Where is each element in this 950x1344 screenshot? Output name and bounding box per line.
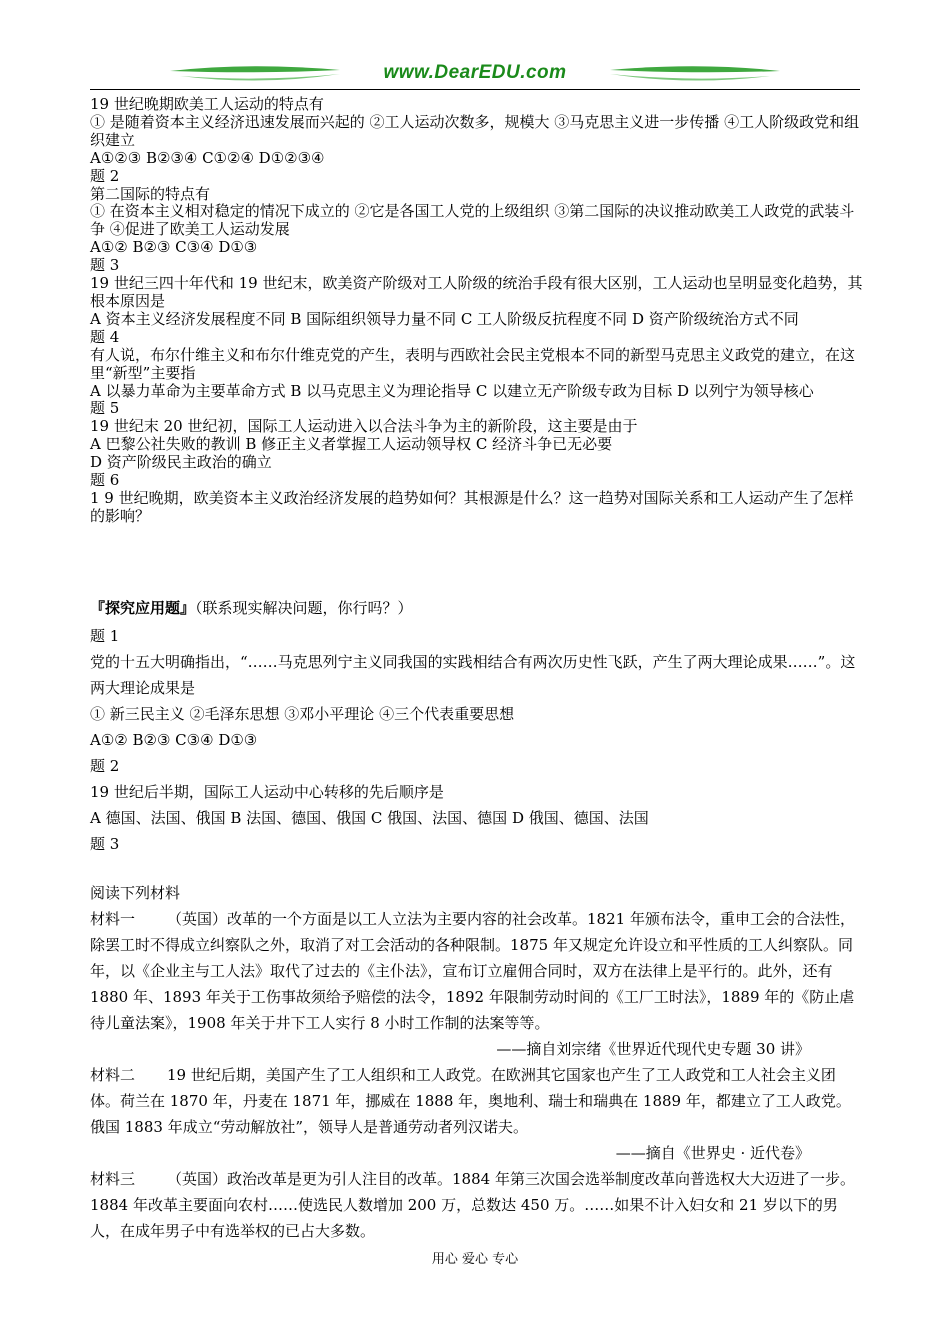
text-line: 19 世纪末 20 世纪初，国际工人运动进入以合法斗争为主的新阶段，这主要是由于 (90, 417, 638, 436)
site-header (90, 58, 860, 92)
material-text: （英国）政治改革是更为引人注目的改革。1884 年第三次国会选举制度改革向普选权大大迈进了一步。1884 年改革主要面向农村……使选民人数增加 200 万，总数达 450 万。……如果不计入妇女和 21 岁以下的男人，在成年男子中有选举权的已占大多数。 (90, 1170, 855, 1240)
material-text: （英国）改革的一个方面是以工人立法为主要内容的社会改革。1821 年颁布法令，重申工会的合法性，除罢工时不得成立纠察队之外，取消了对工会活动的各种限制。1875 年又规定允许设立和平性质的工人纠察队。同年，以《企业主与工人法》取代了过去的《主仆法》，宣布订立雇佣合同时，双方在法律上是平行的。此外，还有 1880 年、1893 年关于工伤事故须给予赔偿的法令，1892 年限制劳动时间的《工厂工时法》，1889 年的《防止虐待儿童法案》，1908 年关于井下工人实行 8 小时工作制的法案等等。 (90, 910, 855, 1032)
text-line: 党的十五大明确指出，“……马克思列宁主义同我国的实践相结合有两次历史性飞跃，产生了两大理论成果……”。这两大理论成果是 (90, 653, 856, 697)
material-source: ——摘自《世界史 · 近代卷》 (615, 1144, 810, 1162)
text-line: 题 2 (90, 757, 120, 775)
text-line: ① 是随着资本主义经济迅速发展而兴起的 ②工人运动次数多，规模大 ③马克思主义进一步传播 ④工人阶级政党和组织建立 (90, 112, 860, 149)
material-1 (90, 906, 865, 1036)
questions-part1 (90, 96, 865, 526)
text-line: 题 3 (90, 835, 120, 853)
text-line: 题 5 (90, 399, 120, 418)
text-line: A 资本主义经济发展程度不同 B 国际组织领导力量不同 C 工人阶级反抗程度不同 D 资产阶级统治方式不同 (90, 309, 799, 328)
text-line: A①②③ B②③④ C①②④ D①②③④ (90, 148, 325, 167)
material-label: 材料三 (90, 1170, 136, 1188)
text-line: A①② B②③ C③④ D①③ (90, 238, 258, 257)
material-2 (90, 1062, 865, 1140)
text-line: 有人说，布尔什维主义和布尔什维克党的产生，表明与西欧社会民主党根本不同的新型马克思主义政党的建立，在这里“新型”主要指 (90, 345, 856, 382)
material-label: 材料一 (90, 910, 136, 928)
section-subtitle: （联系现实解决问题，你行吗？） (195, 599, 413, 617)
material-label: 材料二 (90, 1066, 136, 1084)
materials-intro: 阅读下列材料 (90, 884, 181, 902)
material-3 (90, 1166, 865, 1244)
site-logo: www.DearEDU.com (383, 62, 567, 83)
text-line: 1 9 世纪晚期，欧美资本主义政治经济发展的趋势如何？其根源是什么？这一趋势对国际关系和工人运动产生了怎样的影响？ (90, 488, 854, 525)
text-line: 题 4 (90, 327, 120, 346)
text-line: A 巴黎公社失败的教训 B 修正主义者掌握工人运动领导权 C 经济斗争已无必要 (90, 435, 613, 454)
text-line: ① 在资本主义相对稳定的情况下成立的 ②它是各国工人党的上级组织 ③第二国际的决议推动欧美工人政党的武装斗争 ④促进了欧美工人运动发展 (90, 202, 855, 239)
text-line: 题 6 (90, 471, 120, 490)
text-line: 19 世纪后半期，国际工人运动中心转移的先后顺序是 (90, 783, 444, 801)
text-line: 题 3 (90, 256, 120, 275)
text-line: 题 1 (90, 627, 120, 645)
text-line: ① 新三民主义 ②毛泽东思想 ③邓小平理论 ④三个代表重要思想 (90, 705, 515, 723)
material-text: 19 世纪后期，美国产生了工人组织和工人政党。在欧洲其它国家也产生了工人政党和工人社会主义团体。荷兰在 1870 年，丹麦在 1871 年，挪威在 1888 年，奥地利、瑞士和瑞典在 1889 年，都建立了工人政党。俄国 1883 年成立“劳动解放社”，领导人是普通劳动者列汉诺夫。 (90, 1066, 851, 1136)
text-line: 第二国际的特点有 (90, 184, 211, 203)
header-divider (90, 89, 860, 90)
questions-part2 (90, 623, 865, 857)
text-line: 19 世纪晚期欧美工人运动的特点有 (90, 95, 324, 113)
text-line: 题 2 (90, 166, 120, 185)
material-source: ——摘自刘宗绪《世界近代现代史专题 30 讲》 (496, 1040, 810, 1058)
reading-materials (90, 880, 865, 1244)
text-line: 19 世纪三四十年代和 19 世纪末，欧美资产阶级对工人阶级的统治手段有很大区别，工人运动也呈明显变化趋势，其根本原因是 (90, 274, 863, 310)
section-heading (90, 597, 413, 618)
text-line: A①② B②③ C③④ D①③ (90, 731, 258, 749)
text-line: A 以暴力革命为主要革命方式 B 以马克思主义为理论指导 C 以建立无产阶级专政为目标 D 以列宁为领导核心 (90, 381, 814, 400)
page-footer: 用心 爱心 专心 (431, 1252, 519, 1267)
section-title: 『探究应用题』 (90, 599, 196, 617)
text-line: A 德国、法国、俄国 B 法国、德国、俄国 C 俄国、法国、德国 D 俄国、德国、法国 (90, 809, 649, 827)
text-line: D 资产阶级民主政治的确立 (90, 453, 272, 472)
